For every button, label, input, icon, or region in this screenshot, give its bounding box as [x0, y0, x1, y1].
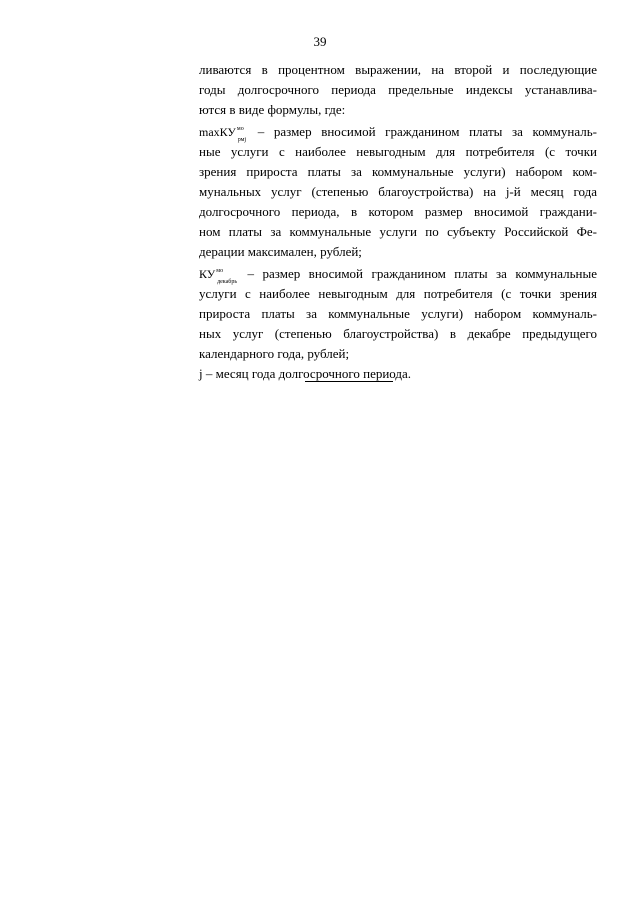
intro-line-1: ливаются в процентном выражении, на второй и последующие — [199, 62, 597, 77]
intro-line-2: годы долгосрочного периода предельные индексы устанавлива- — [199, 82, 597, 97]
document-body — [199, 60, 597, 384]
formula-max-ku — [199, 122, 248, 142]
definition-j: j – месяц года долгосрочного периода. — [199, 366, 412, 381]
definition-december-line-5: календарного года, рублей; — [199, 346, 350, 361]
formula-max-base: maxКУ — [199, 125, 236, 139]
formula-december-sup: мо — [216, 268, 224, 274]
formula-december-base: КУ — [199, 267, 216, 281]
definition-max-line-5: долгосрочного периода, в котором размер вносимой граждани- — [199, 204, 597, 219]
formula-max-sub: рмj — [237, 137, 247, 144]
definition-december-line-3: прироста платы за коммунальные услуги) набором коммуналь- — [199, 306, 597, 321]
definition-december-first-line — [199, 264, 597, 284]
definition-max-first-text: – размер вносимой гражданином платы за коммуналь- — [248, 124, 597, 139]
end-separator-line — [305, 381, 393, 382]
formula-max-sup: мо — [236, 126, 244, 132]
intro-line-3: ются в виде формулы, где: — [199, 102, 346, 117]
formula-december-sub: декабрь — [217, 279, 238, 286]
definition-december-line-4: ных услуг (степенью благоустройства) в декабре предыдущего — [199, 326, 597, 341]
definition-max-line-2: ные услуги с наиболее невыгодным для потребителя (с точки — [199, 144, 597, 159]
definition-december-first-text: – размер вносимой гражданином платы за коммунальные — [239, 266, 597, 281]
definition-max-line-4: мунальных услуг (степенью благоустройства) на j-й месяц года — [199, 184, 597, 199]
definition-max-line-3: зрения прироста платы за коммунальные услуги) набором ком- — [199, 164, 597, 179]
definition-max-line-7: дерации максимален, рублей; — [199, 244, 362, 259]
definition-max-first-line — [199, 122, 597, 142]
definition-max-line-6: ном платы за коммунальные услуги по субъекту Российской Фе- — [199, 224, 597, 239]
page-number: 39 — [313, 34, 327, 49]
definition-december-line-2: услуги с наиболее невыгодным для потребителя (с точки зрения — [199, 286, 597, 301]
formula-ku-december — [199, 264, 239, 284]
